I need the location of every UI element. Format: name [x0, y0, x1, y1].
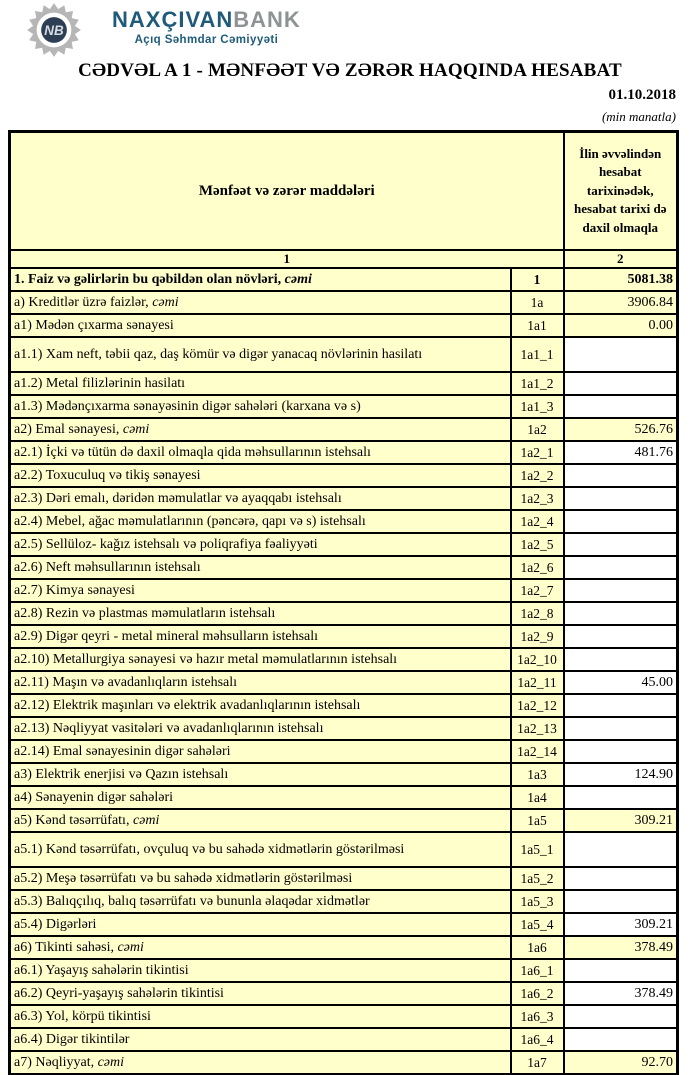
row-label-text: a6.1) Yaşayış sahələrin tikintisi [14, 962, 189, 978]
table-row [10, 717, 678, 740]
row-code: 1a2_1 [511, 441, 564, 464]
row-value [564, 1005, 678, 1028]
row-label [10, 832, 511, 867]
row-label [10, 648, 511, 671]
table-row [10, 268, 678, 291]
row-label-text: 1. Faiz və gəlirlərin bu qəbildən olan növləri, [14, 271, 285, 287]
row-label [10, 763, 511, 786]
table-row [10, 913, 678, 936]
row-value: 526.76 [564, 418, 678, 441]
row-label-text: a2.10) Metallurgiya sənayesi və hazır metal məmulatlarının istehsalı [14, 651, 398, 667]
row-label [10, 717, 511, 740]
row-value [564, 648, 678, 671]
row-code: 1a5_2 [511, 867, 564, 890]
table-row [10, 337, 678, 372]
row-code: 1a2_13 [511, 717, 564, 740]
emblem-monogram: NB [44, 22, 64, 38]
row-label-italic-suffix: cəmi [284, 271, 312, 287]
bank-header [26, 2, 301, 62]
table-row [10, 464, 678, 487]
row-label [10, 1028, 511, 1051]
table-row [10, 890, 678, 913]
row-label-italic-suffix: cəmi [122, 421, 150, 437]
row-code: 1a6_1 [511, 959, 564, 982]
bank-subtitle: Açıq Səhmdar Cəmiyyəti [134, 34, 279, 46]
row-value [564, 579, 678, 602]
row-code: 1a5 [511, 809, 564, 832]
row-label-italic-suffix: cəmi [117, 939, 144, 955]
table-row [10, 694, 678, 717]
table-row [10, 441, 678, 464]
row-value: 124.90 [564, 763, 678, 786]
row-label [10, 487, 511, 510]
row-value [564, 625, 678, 648]
row-label-text: a2.5) Sellüloz- kağız istehsalı və poliqrafiya fəaliyyəti [14, 536, 318, 552]
row-label [10, 291, 511, 314]
row-label [10, 556, 511, 579]
row-code: 1a2_8 [511, 602, 564, 625]
table-row [10, 809, 678, 832]
row-code: 1a6 [511, 936, 564, 959]
row-label [10, 890, 511, 913]
table-row [10, 763, 678, 786]
table-row [10, 936, 678, 959]
row-label-text: a3) Elektrik enerjisi və Qazın istehsalı [14, 766, 229, 782]
row-value [564, 832, 678, 867]
row-value [564, 786, 678, 809]
row-code: 1a5_1 [511, 832, 564, 867]
row-label-text: a2.14) Emal sənayesinin digər sahələri [14, 743, 231, 759]
row-label-text: a2.1) İçki və tütün də daxil olmaqla qida məhsullarının istehsalı [14, 444, 371, 460]
row-value [564, 867, 678, 890]
table-row [10, 832, 678, 867]
row-label-text: a2) Emal sənayesi, [14, 421, 123, 437]
row-code: 1a2_3 [511, 487, 564, 510]
row-code: 1a2_9 [511, 625, 564, 648]
row-code: 1a1_3 [511, 395, 564, 418]
row-label-text: a5) Kənd təsərrüfatı, [14, 812, 133, 828]
row-code: 1a2_11 [511, 671, 564, 694]
row-label [10, 913, 511, 936]
table-row [10, 982, 678, 1005]
row-value [564, 533, 678, 556]
row-code: 1a7 [511, 1051, 564, 1075]
row-value [564, 694, 678, 717]
row-label-text: a) Kreditlər üzrə faizlər, [14, 294, 153, 310]
row-label [10, 337, 511, 372]
row-code: 1 [511, 268, 564, 291]
row-label-text: a4) Sənayenin digər sahələri [14, 789, 173, 805]
row-value: 378.49 [564, 936, 678, 959]
row-label [10, 786, 511, 809]
row-label-text: a1) Mədən çıxarma sənayesi [14, 317, 174, 333]
row-value [564, 890, 678, 913]
row-label-text: a1.1) Xam neft, təbii qaz, daş kömür və digər yanacaq növlərinin hasilatı [14, 346, 423, 362]
table-row [10, 1028, 678, 1051]
row-code: 1a2_10 [511, 648, 564, 671]
table-row [10, 867, 678, 890]
row-code: 1a5_3 [511, 890, 564, 913]
report-date: 01.10.2018 [608, 87, 676, 103]
row-value [564, 717, 678, 740]
row-code: 1a1 [511, 314, 564, 337]
bank-name [112, 9, 301, 31]
table-row [10, 625, 678, 648]
row-label-text: a2.2) Toxuculuq və tikiş sənayesi [14, 467, 201, 483]
row-code: 1a6_4 [511, 1028, 564, 1051]
row-value [564, 1028, 678, 1051]
table-colnum-row [10, 250, 678, 268]
row-label [10, 441, 511, 464]
row-label [10, 268, 511, 291]
row-code: 1a2_4 [511, 510, 564, 533]
row-label [10, 533, 511, 556]
table-row [10, 648, 678, 671]
row-label-text: a2.7) Kimya sənayesi [14, 582, 135, 598]
row-code: 1a [511, 291, 564, 314]
row-code: 1a2_12 [511, 694, 564, 717]
row-label [10, 982, 511, 1005]
row-label-text: a2.6) Neft məhsullarının istehsalı [14, 559, 201, 575]
row-code: 1a2_5 [511, 533, 564, 556]
table-row [10, 1005, 678, 1028]
bank-emblem-icon [26, 2, 82, 58]
row-label-text: a1.2) Metal filizlərinin hasilatı [14, 375, 186, 391]
row-code: 1a2_7 [511, 579, 564, 602]
row-value [564, 602, 678, 625]
bank-name-primary: NAXÇIVAN [112, 7, 234, 32]
row-label-text: a2.11) Maşın və avadanlıqların istehsalı [14, 674, 238, 690]
profit-loss-table [8, 130, 679, 1075]
row-label-text: a5.1) Kənd təsərrüfatı, ovçuluq və bu sahədə xidmətlərin göstərilməsi [14, 841, 405, 857]
row-label-text: a2.3) Dəri emalı, dəridən məmulatlar və ayaqqabı istehsalı [14, 490, 342, 506]
table-header-row [10, 132, 678, 251]
row-label-text: a6.4) Digər tikintilər [14, 1031, 130, 1047]
row-code: 1a2 [511, 418, 564, 441]
row-value: 309.21 [564, 913, 678, 936]
row-value [564, 337, 678, 372]
row-code: 1a2_6 [511, 556, 564, 579]
row-code: 1a4 [511, 786, 564, 809]
row-label-text: a2.8) Rezin və plastmas məmulatların istehsalı [14, 605, 276, 621]
row-label-italic-suffix: cəmi [97, 1054, 125, 1070]
row-label [10, 671, 511, 694]
row-label [10, 372, 511, 395]
table-row [10, 418, 678, 441]
table-row [10, 786, 678, 809]
row-label [10, 1005, 511, 1028]
table-row [10, 395, 678, 418]
table-row [10, 372, 678, 395]
row-label [10, 867, 511, 890]
row-label [10, 740, 511, 763]
row-value: 481.76 [564, 441, 678, 464]
row-value [564, 487, 678, 510]
row-value [564, 464, 678, 487]
row-code: 1a1_2 [511, 372, 564, 395]
table-row [10, 487, 678, 510]
table-row [10, 291, 678, 314]
bank-name-secondary: BANK [233, 7, 301, 32]
row-label-text: a6) Tikinti sahəsi, [14, 939, 118, 955]
row-code: 1a6_2 [511, 982, 564, 1005]
row-value [564, 740, 678, 763]
row-code: 1a6_3 [511, 1005, 564, 1028]
row-code: 1a2_2 [511, 464, 564, 487]
table-row [10, 533, 678, 556]
table-row [10, 959, 678, 982]
row-label-text: a6.2) Qeyri-yaşayış sahələrin tikintisi [14, 985, 224, 1001]
row-label-text: a1.3) Mədənçıxarma sənayəsinin digər sahələri (karxana və s) [14, 398, 361, 414]
row-label-italic-suffix: cəmi [132, 812, 160, 828]
row-code: 1a2_14 [511, 740, 564, 763]
row-label [10, 418, 511, 441]
row-label [10, 510, 511, 533]
report-table-body [10, 268, 678, 1075]
row-value: 45.00 [564, 671, 678, 694]
row-label [10, 1051, 511, 1075]
row-value: 378.49 [564, 982, 678, 1005]
row-label-italic-suffix: cəmi [152, 294, 179, 310]
colnum-value: 2 [564, 250, 678, 268]
row-label [10, 579, 511, 602]
table-row [10, 314, 678, 337]
unit-note: (min manatla) [601, 109, 676, 124]
row-label-text: a5.2) Meşə təsərrüfatı və bu sahədə xidmətlərin göstərilməsi [14, 870, 353, 886]
row-label-text: a2.4) Mebel, ağac məmulatlarının (pəncərə, qapı və s) istehsalı [14, 513, 366, 529]
table-row [10, 671, 678, 694]
header-items-column: Mənfəət və zərər maddələri [10, 132, 564, 251]
table-row [10, 510, 678, 533]
row-label-text: a5.3) Balıqçılıq, balıq təsərrüfatı və bununla əlaqədar xidmətlər [14, 893, 370, 909]
table-row [10, 602, 678, 625]
row-code: 1a5_4 [511, 913, 564, 936]
row-value [564, 395, 678, 418]
row-value: 5081.38 [564, 268, 678, 291]
row-value: 3906.84 [564, 291, 678, 314]
row-value [564, 556, 678, 579]
row-label-text: a7) Nəqliyyat, [14, 1054, 98, 1070]
row-code: 1a1_1 [511, 337, 564, 372]
header-value-column: İlin əvvəlindən hesabat tarixinədək, hesabat tarixi də daxil olmaqla [564, 132, 678, 251]
table-row [10, 740, 678, 763]
brand-text-block [112, 9, 301, 46]
row-label [10, 625, 511, 648]
row-value [564, 959, 678, 982]
row-value [564, 372, 678, 395]
row-value: 92.70 [564, 1051, 678, 1075]
row-code: 1a3 [511, 763, 564, 786]
row-label [10, 959, 511, 982]
colnum-items: 1 [10, 250, 564, 268]
row-label [10, 464, 511, 487]
table-row [10, 556, 678, 579]
row-value [564, 510, 678, 533]
table-row [10, 1051, 678, 1075]
row-label-text: a2.12) Elektrik maşınları və elektrik avadanlıqlarının istehsalı [14, 697, 361, 713]
row-label [10, 936, 511, 959]
row-label-text: a2.9) Digər qeyri - metal mineral məhsulların istehsalı [14, 628, 319, 644]
row-value: 309.21 [564, 809, 678, 832]
row-label [10, 809, 511, 832]
table-row [10, 579, 678, 602]
row-label [10, 602, 511, 625]
page-title: CƏDVƏL A 1 - MƏNFƏƏT VƏ ZƏRƏR HAQQINDA HESABAT [78, 60, 622, 81]
row-label [10, 314, 511, 337]
row-label [10, 395, 511, 418]
row-label-text: a5.4) Digərləri [14, 916, 97, 932]
row-label-text: a2.13) Nəqliyyat vasitələri və avadanlıqlarının istehsalı [14, 720, 324, 736]
row-value: 0.00 [564, 314, 678, 337]
row-label-text: a6.3) Yol, körpü tikintisi [14, 1008, 151, 1024]
row-label [10, 694, 511, 717]
